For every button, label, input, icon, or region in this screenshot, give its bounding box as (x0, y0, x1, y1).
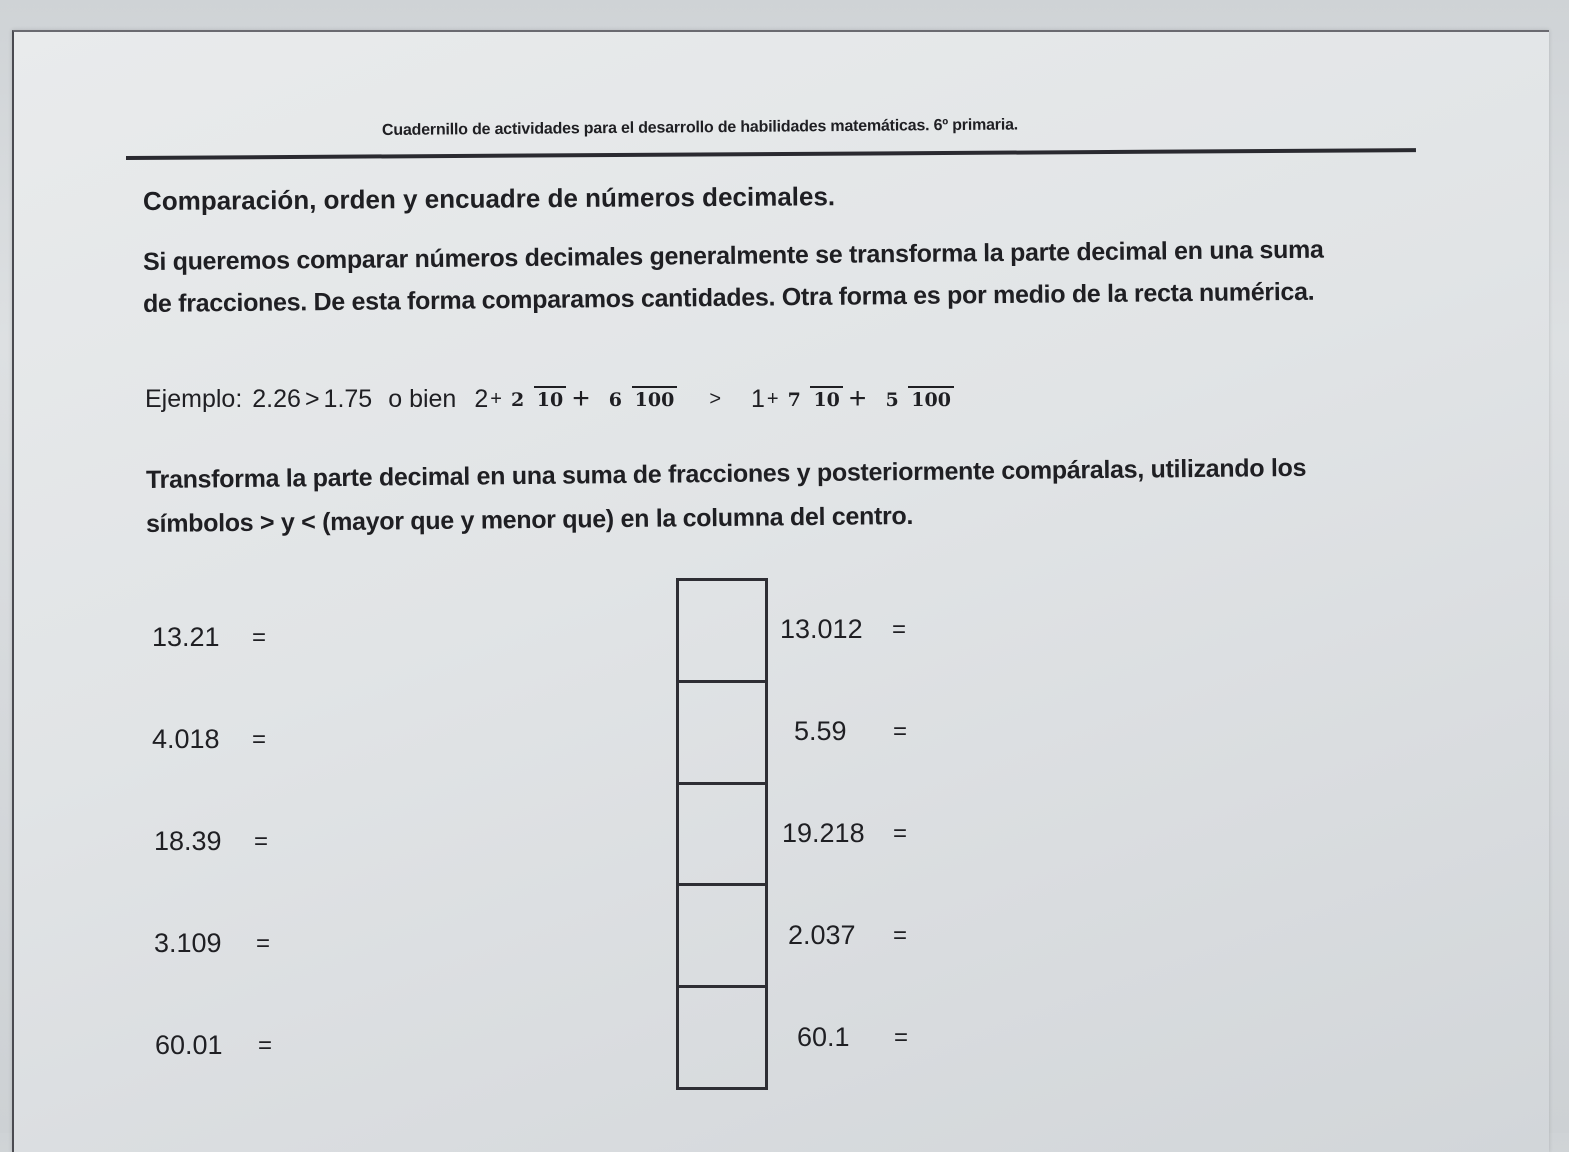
left-equals-5: = (258, 1032, 273, 1059)
right-number-4: 2.037 (788, 920, 856, 950)
right-equals-3: = (893, 820, 908, 847)
left-number-2: 4.018 (152, 724, 220, 754)
fraction-numerator: 2 (510, 388, 525, 411)
left-equals-3: = (254, 828, 269, 855)
comparison-gt-symbol: > (709, 387, 721, 410)
left-number-3: 18.39 (154, 826, 222, 856)
instruction-line-1: Transforma la parte decimal en una suma de fracciones y posteriormente compáralas, utilizando los (145, 453, 1307, 494)
right-equals-5: = (894, 1024, 909, 1051)
comparison-answer-column (676, 578, 768, 1090)
lhs-fraction-2 (606, 386, 678, 413)
plus-sign: + (490, 387, 502, 410)
rhs-whole: 1 (751, 384, 765, 413)
fraction-denominator: 100 (632, 386, 678, 410)
right-answer-field-2[interactable] (925, 709, 1405, 759)
left-equals-2: = (252, 726, 267, 753)
example-right-number: 1.75 (323, 384, 373, 413)
plus-sign: + (572, 382, 590, 415)
left-number-1: 13.21 (152, 622, 220, 652)
right-answer-field-4[interactable] (925, 913, 1405, 963)
example-label: Ejemplo: (145, 384, 243, 413)
example-left-number: 2.26 (252, 384, 301, 413)
right-number-1: 13.012 (780, 614, 863, 644)
right-number-3: 19.218 (782, 818, 865, 848)
fraction-numerator: 7 (787, 388, 801, 411)
fraction-denominator: 10 (810, 386, 842, 410)
answer-box-4[interactable] (679, 886, 765, 988)
right-answer-field-5[interactable] (925, 1015, 1405, 1065)
right-number-5: 60.1 (797, 1022, 850, 1052)
fraction-numerator: 5 (885, 388, 899, 411)
right-answer-field-3[interactable] (925, 811, 1405, 861)
right-equals-2: = (893, 718, 908, 745)
left-answer-field-5[interactable] (290, 1023, 660, 1073)
left-equals-1: = (252, 624, 267, 651)
left-number-5: 60.01 (155, 1030, 223, 1060)
answer-box-5[interactable] (679, 988, 765, 1087)
right-equals-4: = (893, 922, 908, 949)
left-answer-field-3[interactable] (290, 819, 660, 869)
intro-line-2: de fracciones. De esta forma comparamos cantidades. Otra forma es por medio de la recta numérica. (142, 277, 1315, 318)
lhs-fraction-1 (508, 386, 566, 413)
example-row (145, 364, 958, 434)
booklet-header: Cuadernillo de actividades para el desarrollo de habilidades matemáticas. 6º primaria. (381, 116, 1019, 139)
instruction-line-2: símbolos > y < (mayor que y menor que) en la columna del centro. (145, 501, 914, 538)
plus-sign: + (848, 382, 867, 415)
rhs-fraction-1 (785, 386, 843, 413)
plus-sign: + (766, 387, 779, 410)
lhs-whole: 2 (474, 384, 489, 413)
example-gt-symbol: > (304, 384, 320, 413)
fraction-numerator: 6 (608, 388, 623, 411)
fraction-denominator: 100 (908, 386, 954, 410)
right-number-2: 5.59 (794, 716, 847, 746)
page-title: Comparación, orden y encuadre de números decimales. (142, 181, 836, 216)
answer-box-2[interactable] (679, 683, 765, 785)
example-o-bien: o bien (388, 384, 457, 413)
left-equals-4: = (256, 930, 271, 957)
left-number-4: 3.109 (154, 928, 222, 958)
left-answer-field-1[interactable] (290, 615, 660, 665)
left-answer-field-2[interactable] (290, 717, 660, 767)
right-equals-1: = (892, 616, 907, 643)
answer-box-1[interactable] (679, 581, 765, 683)
rhs-fraction-2 (882, 386, 954, 413)
fraction-denominator: 10 (534, 386, 566, 410)
intro-line-1: Si queremos comparar números decimales generalmente se transforma la parte decimal en una suma (142, 235, 1324, 276)
answer-box-3[interactable] (679, 785, 765, 887)
left-answer-field-4[interactable] (290, 921, 660, 971)
right-answer-field-1[interactable] (925, 607, 1405, 657)
